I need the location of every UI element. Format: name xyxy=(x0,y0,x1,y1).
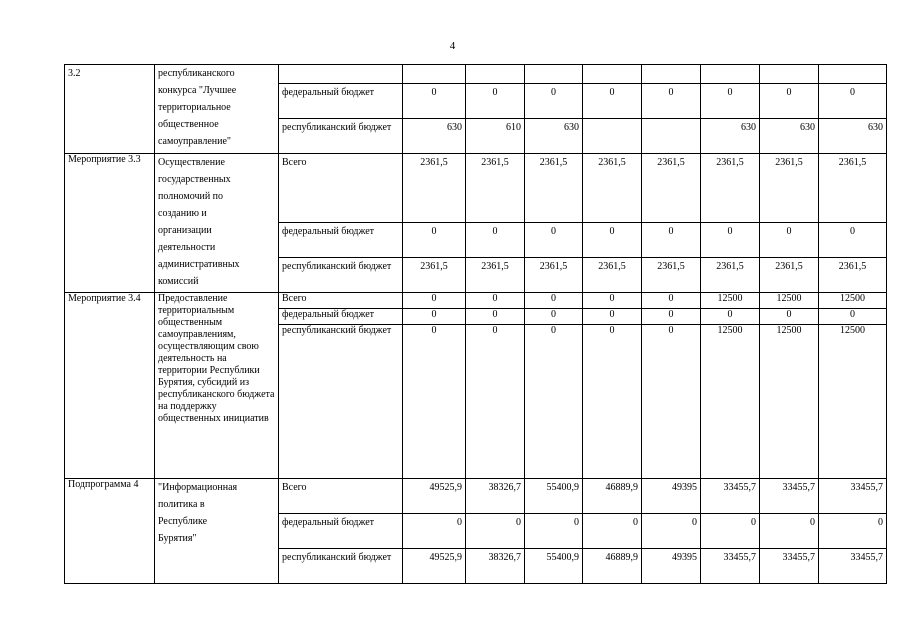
empty-cell xyxy=(583,65,642,84)
value-cell: 0 xyxy=(642,309,701,325)
value-cell: 33455,7 xyxy=(701,549,760,584)
value-cell: 12500 xyxy=(819,325,887,479)
value-cell: 2361,5 xyxy=(583,154,642,223)
value-cell: 0 xyxy=(525,514,583,549)
empty-cell xyxy=(525,65,583,84)
budget-table xyxy=(64,64,887,584)
value-cell: 0 xyxy=(403,223,466,258)
value-cell: 2361,5 xyxy=(819,258,887,293)
row-code: 3.2 xyxy=(65,65,155,154)
value-cell: 0 xyxy=(466,514,525,549)
name-line: самоуправление" xyxy=(158,136,231,147)
row-name: Предоставление территориальным общественным самоуправлениям, осуществляющим свою деятельность на территории Республики Бурятия, субсидий из республиканского бюджета на поддержку общественных инициатив xyxy=(155,293,279,479)
value-cell: 33455,7 xyxy=(701,479,760,514)
row-name xyxy=(155,154,279,293)
value-cell: 0 xyxy=(583,325,642,479)
value-cell: 49525,9 xyxy=(403,479,466,514)
budget-label: Всего xyxy=(279,293,403,309)
budget-label: федеральный бюджет xyxy=(279,84,403,119)
budget-label: республиканский бюджет xyxy=(279,258,403,293)
value-cell: 0 xyxy=(642,293,701,309)
value-cell: 0 xyxy=(701,514,760,549)
name-line: деятельности xyxy=(158,242,216,253)
value-cell: 46889,9 xyxy=(583,549,642,584)
value-cell: 0 xyxy=(466,223,525,258)
value-cell: 0 xyxy=(819,84,887,119)
name-line: Бурятия" xyxy=(158,533,197,544)
value-cell: 0 xyxy=(583,293,642,309)
value-cell: 38326,7 xyxy=(466,549,525,584)
value-cell: 2361,5 xyxy=(760,154,819,223)
value-cell: 38326,7 xyxy=(466,479,525,514)
row-code: Мероприятие 3.3 xyxy=(65,154,155,293)
value-cell: 33455,7 xyxy=(819,549,887,584)
value-cell: 2361,5 xyxy=(525,154,583,223)
value-cell: 0 xyxy=(760,309,819,325)
row-name xyxy=(155,479,279,584)
value-cell: 0 xyxy=(403,293,466,309)
name-line: республиканского xyxy=(158,68,235,79)
value-cell: 0 xyxy=(642,223,701,258)
value-cell: 0 xyxy=(760,84,819,119)
value-cell: 0 xyxy=(466,293,525,309)
value-cell: 2361,5 xyxy=(642,154,701,223)
value-cell: 0 xyxy=(525,223,583,258)
name-line: комиссий xyxy=(158,276,199,287)
budget-label: республиканский бюджет xyxy=(279,119,403,154)
value-cell: 2361,5 xyxy=(583,258,642,293)
value-cell: 0 xyxy=(466,309,525,325)
value-cell: 630 xyxy=(403,119,466,154)
table-row xyxy=(65,65,887,84)
value-cell: 49395 xyxy=(642,479,701,514)
value-cell: 0 xyxy=(525,309,583,325)
budget-label: федеральный бюджет xyxy=(279,514,403,549)
value-cell: 630 xyxy=(701,119,760,154)
empty-cell xyxy=(701,65,760,84)
row-code: Мероприятие 3.4 xyxy=(65,293,155,479)
page-number: 4 xyxy=(449,40,456,52)
value-cell: 2361,5 xyxy=(403,154,466,223)
value-cell: 0 xyxy=(701,84,760,119)
empty-cell xyxy=(466,65,525,84)
empty-cell xyxy=(760,65,819,84)
name-line: созданию и xyxy=(158,208,207,219)
value-cell: 33455,7 xyxy=(819,479,887,514)
value-cell: 0 xyxy=(403,325,466,479)
name-line: организации xyxy=(158,225,212,236)
value-cell: 2361,5 xyxy=(642,258,701,293)
value-cell: 2361,5 xyxy=(466,154,525,223)
value-cell: 0 xyxy=(819,309,887,325)
value-cell: 0 xyxy=(819,514,887,549)
value-cell: 0 xyxy=(760,514,819,549)
value-cell: 0 xyxy=(642,325,701,479)
value-cell: 630 xyxy=(819,119,887,154)
value-cell: 0 xyxy=(403,309,466,325)
value-cell: 0 xyxy=(760,223,819,258)
table-row xyxy=(65,293,887,309)
value-cell: 0 xyxy=(583,309,642,325)
empty-cell xyxy=(642,65,701,84)
value-cell: 0 xyxy=(525,84,583,119)
budget-label: Всего xyxy=(279,154,403,223)
value-cell: 55400,9 xyxy=(525,549,583,584)
value-cell: 0 xyxy=(403,84,466,119)
row-code: Подпрограмма 4 xyxy=(65,479,155,584)
name-line: территориальное xyxy=(158,102,231,113)
value-cell: 0 xyxy=(701,309,760,325)
value-cell: 0 xyxy=(819,223,887,258)
name-line: общественное xyxy=(158,119,219,130)
value-cell: 2361,5 xyxy=(819,154,887,223)
value-cell: 46889,9 xyxy=(583,479,642,514)
value-cell: 2361,5 xyxy=(403,258,466,293)
value-cell: 0 xyxy=(583,514,642,549)
value-cell: 0 xyxy=(642,84,701,119)
value-cell: 55400,9 xyxy=(525,479,583,514)
name-line: государственных xyxy=(158,174,231,185)
name-line: Республике xyxy=(158,516,208,527)
empty-cell xyxy=(819,65,887,84)
value-cell: 630 xyxy=(760,119,819,154)
value-cell xyxy=(642,119,701,154)
budget-label: федеральный бюджет xyxy=(279,309,403,325)
value-cell: 0 xyxy=(642,514,701,549)
value-cell: 33455,7 xyxy=(760,549,819,584)
value-cell: 2361,5 xyxy=(760,258,819,293)
value-cell: 49395 xyxy=(642,549,701,584)
name-line: конкурса "Лучшее xyxy=(158,85,237,96)
empty-cell xyxy=(279,65,403,84)
budget-label: республиканский бюджет xyxy=(279,549,403,584)
name-line: политика в xyxy=(158,499,205,510)
value-cell: 33455,7 xyxy=(760,479,819,514)
table-row xyxy=(65,479,887,514)
table-row xyxy=(65,154,887,223)
value-cell: 12500 xyxy=(760,325,819,479)
value-cell: 2361,5 xyxy=(525,258,583,293)
name-line: "Информационная xyxy=(158,482,238,493)
value-cell: 2361,5 xyxy=(466,258,525,293)
value-cell: 0 xyxy=(403,514,466,549)
value-cell: 0 xyxy=(583,84,642,119)
value-cell: 12500 xyxy=(760,293,819,309)
budget-label: республиканский бюджет xyxy=(279,325,403,479)
value-cell: 12500 xyxy=(701,325,760,479)
value-cell: 12500 xyxy=(819,293,887,309)
value-cell: 0 xyxy=(466,84,525,119)
value-cell: 610 xyxy=(466,119,525,154)
empty-cell xyxy=(403,65,466,84)
value-cell: 12500 xyxy=(701,293,760,309)
budget-label: Всего xyxy=(279,479,403,514)
budget-label: федеральный бюджет xyxy=(279,223,403,258)
value-cell: 0 xyxy=(525,325,583,479)
name-line: полномочий по xyxy=(158,191,224,202)
row-name xyxy=(155,65,279,154)
value-cell: 630 xyxy=(525,119,583,154)
value-cell: 49525,9 xyxy=(403,549,466,584)
name-line: Осуществление xyxy=(158,157,225,168)
value-cell xyxy=(583,119,642,154)
value-cell: 0 xyxy=(583,223,642,258)
value-cell: 2361,5 xyxy=(701,258,760,293)
value-cell: 0 xyxy=(701,223,760,258)
value-cell: 2361,5 xyxy=(701,154,760,223)
name-line: административных xyxy=(158,259,240,270)
value-cell: 0 xyxy=(466,325,525,479)
value-cell: 0 xyxy=(525,293,583,309)
